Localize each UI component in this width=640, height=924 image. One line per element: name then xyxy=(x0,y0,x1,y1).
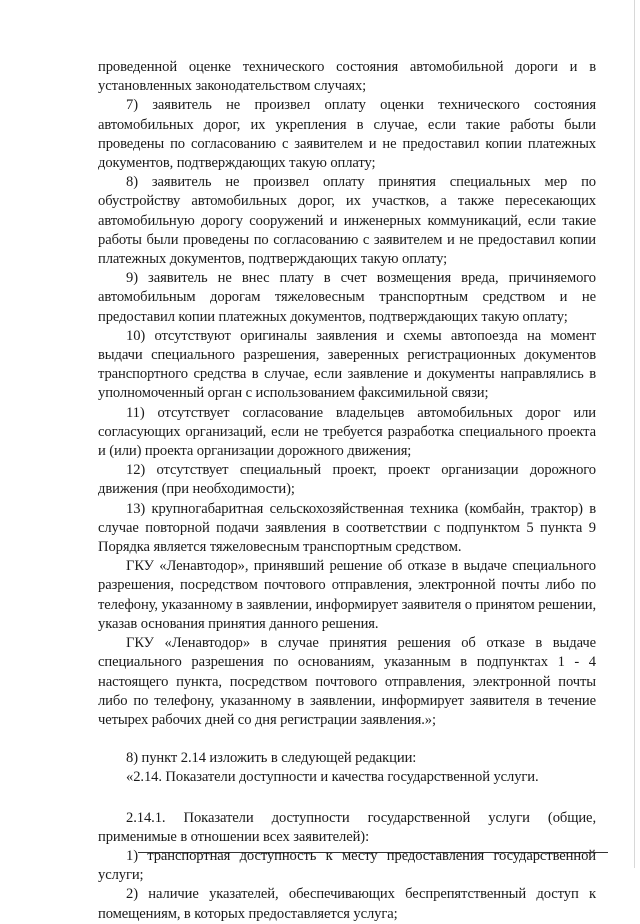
paragraph-indicator-2: 2) наличие указателей, обеспечивающих беспрепятственный доступ к помещениям, в которых предоставляется услуга; xyxy=(98,886,596,922)
paragraph-item-10: 10) отсутствуют оригиналы заявления и схемы автопоезда на момент выдачи специального разрешения, заверенных регистрационных документов транспортного средства в случае, если заявление и документы направлялись в уполномоченный орган с использованием факсимильной связи; xyxy=(98,327,596,402)
paragraph-item-13: 13) крупногабаритная сельскохозяйственная техника (комбайн, трактор) в случае повторной подачи заявления в соответствии с подпунктом 5 пункта 9 Порядка является тяжеловесным транспортным средством. xyxy=(98,500,596,556)
scan-bottom-line xyxy=(138,852,608,853)
paragraph-refusal-notice: ГКУ «Ленавтодор», принявший решение об отказе в выдаче специального разрешения, посредством почтового отправления, электронной почты либо по телефону, указанному в заявлении, информирует заявителя о принятом решении, указав основания принятия данного решения. xyxy=(98,558,596,632)
paragraph-refusal-timing: ГКУ «Ленавтодор» в случае принятия решения об отказе в выдаче специального разрешения по основаниям, указанным в подпунктах 1 - 4 настоящего пункта, посредством почтового отправления, электронной почты либо по телефону, указанному в заявлении, информирует заявителя в течение четырех рабочих дней со дня регистрации заявления.»; xyxy=(98,635,596,728)
paragraph-indicator-1: 1) транспортная доступность к месту предоставления государственной услуги; xyxy=(98,847,596,884)
paragraph-item-7: 7) заявитель не произвел оплату оценки технического состояния автомобильных дорог, их укрепления в случае, если такие работы были проведены по согласованию с заявителем и не предоставил копии платежных документов, подтверждающих такую оплату; xyxy=(98,97,596,172)
section-heading: «2.14. Показатели доступности и качества государственной услуги. xyxy=(126,769,539,786)
paragraph-item-9: 9) заявитель не внес плату в счет возмещения вреда, причиняемого автомобильным дорогам тяжеловесным транспортным средством и не предоставил копии платежных документов, подтверждающих такую оплату; xyxy=(98,270,596,325)
paragraph-continuation: проведенной оценке технического состояния автомобильной дороги и в установленных законодательством случаях; xyxy=(98,59,596,95)
paragraph-item-8: 8) заявитель не произвел оплату принятия специальных мер по обустройству автомобильных дорог, их участков, а также пересекающих автомобильную дорогу сооружений и инженерных коммуникаций, если такие работы были проведены по согласованию с заявителем и не предоставил копии платежных документов, подтверждающих такую оплату; xyxy=(98,174,596,268)
paragraph-subsection: 2.14.1. Показатели доступности государственной услуги (общие, применимые в отношении всех заявителей): xyxy=(98,809,596,845)
scan-edge xyxy=(634,0,635,868)
document-page xyxy=(98,58,596,924)
paragraph-item-11: 11) отсутствует согласование владельцев автомобильных дорог или согласующих организаций, если не требуется разработка специального проекта и (или) проекта организации дорожного движения; xyxy=(98,404,596,460)
paragraph-item-12: 12) отсутствует специальный проект, проект организации дорожного движения (при необходимости); xyxy=(98,462,596,498)
paragraph-amendment-item: 8) пункт 2.14 изложить в следующей редакции: xyxy=(126,750,417,767)
